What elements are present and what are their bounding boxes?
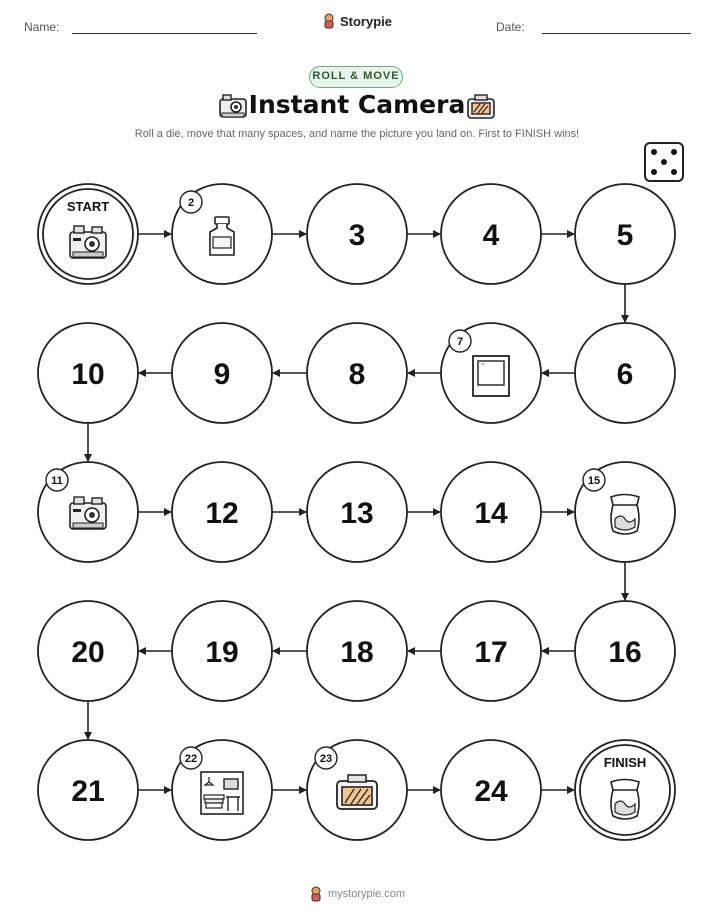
date-label: Date: [496, 20, 525, 34]
instructions: Roll a die, move that many spaces, and name the picture you land on. First to FINISH wins! [134, 128, 580, 140]
board-space-14[interactable] [441, 462, 541, 562]
space-number: 23 [319, 753, 333, 765]
space-label: START [66, 199, 110, 214]
storypie-logo-icon [309, 886, 323, 902]
space-number: 13 [340, 497, 374, 530]
space-number: 5 [616, 219, 634, 252]
board-space-11[interactable] [38, 462, 138, 562]
space-number: 14 [474, 497, 508, 530]
pouch-icon [611, 495, 639, 535]
board-space-22[interactable] [172, 740, 272, 840]
space-number: 2 [187, 197, 195, 209]
space-label: FINISH [603, 755, 647, 770]
board-space-6[interactable] [575, 323, 675, 423]
board-space-16[interactable] [575, 601, 675, 701]
board-space-24[interactable] [441, 740, 541, 840]
board-space-13[interactable] [307, 462, 407, 562]
board-space-25[interactable] [575, 740, 675, 840]
board-space-18[interactable] [307, 601, 407, 701]
page-title: Instant Camera [248, 90, 466, 119]
space-number: 19 [205, 636, 239, 669]
space-number: 4 [482, 219, 500, 252]
space-number: 16 [608, 636, 642, 669]
desk-scene-icon [201, 772, 243, 814]
board-space-8[interactable] [307, 323, 407, 423]
board-space-17[interactable] [441, 601, 541, 701]
board-space-19[interactable] [172, 601, 272, 701]
name-label: Name: [24, 20, 60, 34]
space-number: 21 [71, 775, 105, 808]
roll-and-move-badge: ROLL & MOVE [309, 66, 403, 88]
board-space-23[interactable] [307, 740, 407, 840]
space-number: 11 [51, 475, 63, 487]
board-space-1[interactable] [38, 184, 138, 284]
space-number: 10 [71, 358, 105, 391]
space-number: 24 [474, 775, 508, 808]
board-space-7[interactable] [441, 323, 541, 423]
die-icon [645, 143, 683, 181]
board-space-4[interactable] [441, 184, 541, 284]
space-number: 7 [456, 336, 464, 348]
space-number: 17 [474, 636, 508, 669]
board-space-20[interactable] [38, 601, 138, 701]
board-space-15[interactable] [575, 462, 675, 562]
space-number: 18 [340, 636, 374, 669]
space-number: 12 [205, 497, 239, 530]
footer-url[interactable]: mystorypie.com [327, 888, 406, 900]
space-number: 3 [348, 219, 366, 252]
space-number: 15 [587, 475, 601, 487]
space-number: 22 [184, 753, 198, 765]
board-space-3[interactable] [307, 184, 407, 284]
board-space-12[interactable] [172, 462, 272, 562]
board-space-5[interactable] [575, 184, 675, 284]
board-space-2[interactable] [172, 184, 272, 284]
footer [0, 886, 714, 905]
space-number: 8 [348, 358, 366, 391]
board-space-10[interactable] [38, 323, 138, 423]
space-number: 20 [71, 636, 105, 669]
board-space-21[interactable] [38, 740, 138, 840]
space-number: 9 [213, 358, 231, 391]
pouch-icon [611, 780, 639, 820]
photo-frame-icon [473, 356, 509, 396]
space-number: 6 [616, 358, 634, 391]
board-space-9[interactable] [172, 323, 272, 423]
brand-name: Storypie [339, 13, 392, 29]
